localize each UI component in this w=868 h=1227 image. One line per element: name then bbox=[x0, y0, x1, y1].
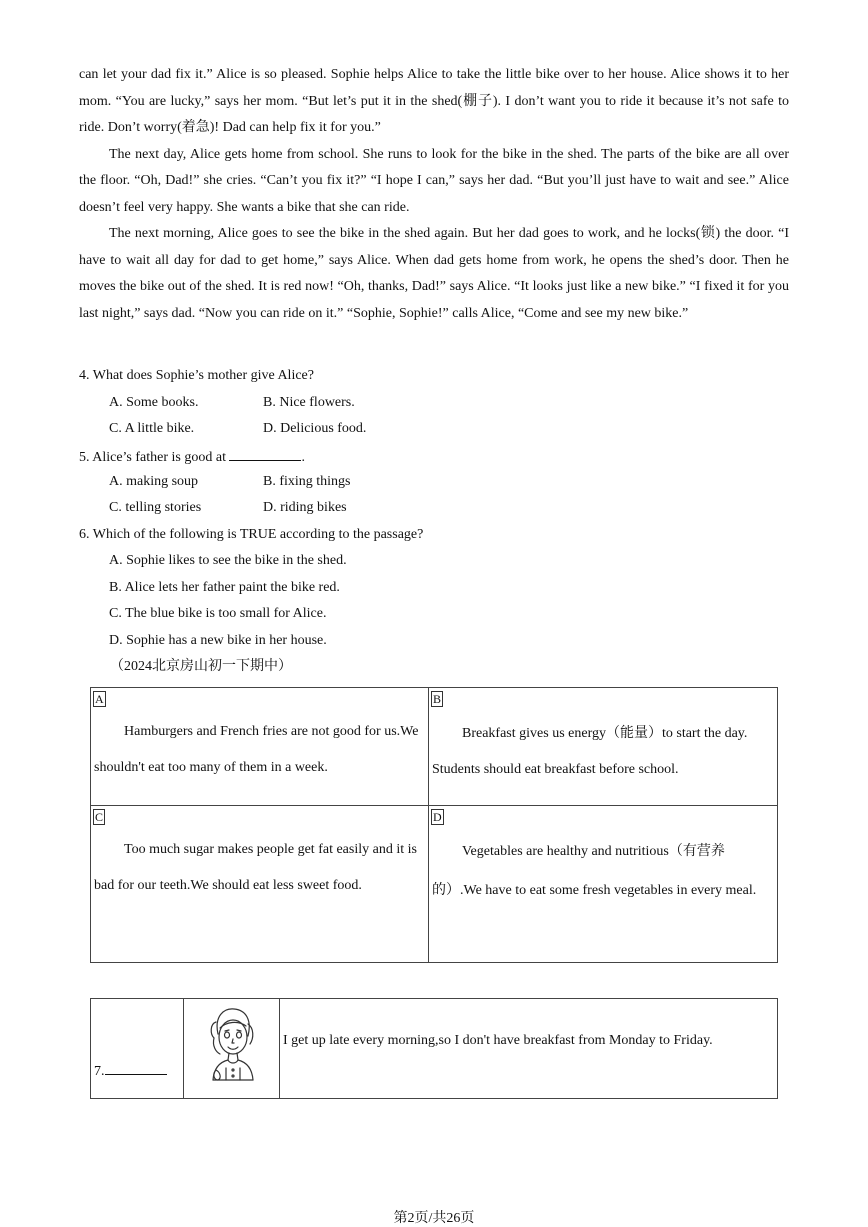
question-7-number: 7. bbox=[94, 1064, 105, 1079]
question-7-picture-cell bbox=[184, 999, 280, 1099]
passage bbox=[79, 62, 789, 327]
question-7-number-line bbox=[91, 1060, 183, 1098]
question-5-stem-text: 5. Alice’s father is good at bbox=[79, 450, 226, 465]
card-c-letter: C bbox=[95, 810, 104, 824]
card-c bbox=[91, 806, 429, 963]
question-4-option-a[interactable]: A. Some books. bbox=[109, 395, 199, 410]
passage-paragraph-2: The next day, Alice gets home from school. She runs to look for the bike in the shed. The parts of the bike are all over the floor. “Oh, Dad!” she cries. “Can’t you fix it?” “I hope I can,” says her dad. “But you’ll just have to wait and see.” Alice doesn’t feel very happy. She wants a bike that she can ride. bbox=[79, 146, 789, 215]
girl-portrait-icon bbox=[204, 1004, 260, 1088]
card-d bbox=[429, 806, 778, 963]
question-5-stem bbox=[79, 446, 305, 468]
question-5-option-c[interactable]: C. telling stories bbox=[109, 500, 202, 515]
question-7-answer-blank[interactable] bbox=[105, 1060, 167, 1075]
card-c-text: Too much sugar makes people get fat easily and it is bad for our teeth.We should eat less sweet food. bbox=[94, 842, 417, 893]
page-footer: 第2页/共26页 bbox=[393, 1211, 475, 1226]
question-7-statement-cell bbox=[280, 999, 778, 1099]
question-6-stem: 6. Which of the following is TRUE according to the passage? bbox=[79, 527, 424, 542]
card-a bbox=[91, 688, 429, 806]
question-5-answer-blank[interactable] bbox=[229, 446, 301, 461]
question-7-answer-cell bbox=[91, 999, 184, 1099]
card-b-letter: B bbox=[433, 692, 442, 706]
question-6-option-a[interactable]: A. Sophie likes to see the bike in the shed. bbox=[109, 553, 347, 568]
question-4-option-d[interactable]: D. Delicious food. bbox=[263, 421, 367, 436]
passage-paragraph-3: The next morning, Alice goes to see the bike in the shed again. But her dad goes to work, and he locks(锁) the door. “I have to wait all day for dad to get home,” says Alice. When dad gets home from work, he opens the shed’s door. Then he moves the bike out of the shed. It is red now! “Oh, thanks, Dad!” says Alice. “It looks just like a new bike.” “I fixed it for you last night,” says dad. “Now you can ride on it.” “Sophie, Sophie!” calls Alice, “Come and see my new bike.” bbox=[79, 226, 789, 321]
question-6-option-d[interactable]: D. Sophie has a new bike in her house. bbox=[109, 633, 327, 648]
question-4-option-c[interactable]: C. A little bike. bbox=[109, 421, 195, 436]
question-5-option-b[interactable]: B. fixing things bbox=[263, 474, 351, 489]
question-5-option-d[interactable]: D. riding bikes bbox=[263, 500, 347, 515]
question-5-stem-end: . bbox=[301, 450, 305, 465]
options-table bbox=[90, 687, 778, 963]
card-a-text: Hamburgers and French fries are not good for us.We shouldn't eat too many of them in a week. bbox=[94, 724, 419, 775]
question-5-option-a[interactable]: A. making soup bbox=[109, 474, 199, 489]
question-4-stem: 4. What does Sophie’s mother give Alice? bbox=[79, 368, 314, 383]
question-6-option-b[interactable]: B. Alice lets her father paint the bike red. bbox=[109, 580, 340, 595]
passage-paragraph-1: can let your dad fix it.” Alice is so pleased. Sophie helps Alice to take the little bike over to her house. Alice shows it to her mom. “You are lucky,” says her mom. “But let’s put it in the shed(棚子). I don’t want you to ride it because it’s not safe to ride. Don’t worry(着急)! Dad can help fix it for you.” bbox=[79, 67, 789, 135]
question-4-option-b[interactable]: B. Nice flowers. bbox=[263, 395, 355, 410]
question-7-table bbox=[90, 998, 778, 1099]
card-d-letter: D bbox=[433, 810, 442, 824]
question-6-option-c[interactable]: C. The blue bike is too small for Alice. bbox=[109, 606, 327, 621]
card-b-text: Breakfast gives us energy（能量）to start the day. Students should eat breakfast before school. bbox=[432, 726, 748, 777]
source-note: （2024北京房山初一下期中） bbox=[110, 659, 292, 674]
card-b bbox=[429, 688, 778, 806]
card-a-letter: A bbox=[95, 692, 104, 706]
card-d-text: Vegetables are healthy and nutritious（有营养的）.We have to eat some fresh vegetables in every meal. bbox=[432, 844, 757, 898]
question-7-statement: I get up late every morning,so I don't have breakfast from Monday to Friday. bbox=[283, 1033, 713, 1048]
